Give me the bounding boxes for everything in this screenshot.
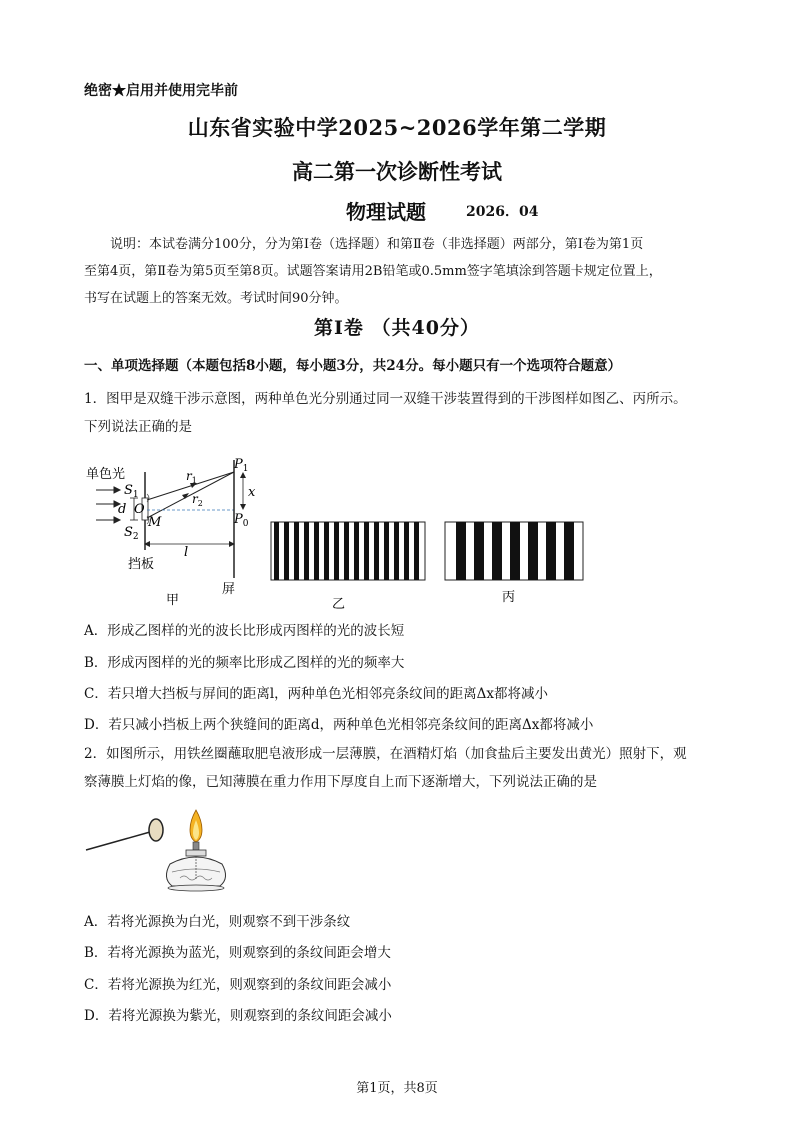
soap-film-lamp-diagram xyxy=(84,806,244,894)
fringe-bar xyxy=(456,522,466,580)
confidential-label: 绝密★启用并使用完毕前 xyxy=(84,83,238,99)
exam-subject: 物理试题 xyxy=(346,200,426,224)
part-title: 一、单项选择题（本题包括8小题，每小题3分，共24分。每小题只有一个选项符合题意） xyxy=(84,358,622,374)
q2-option-a[interactable]: A．若将光源换为白光，则观察不到干涉条纹 xyxy=(84,914,351,930)
wire-handle xyxy=(86,832,150,850)
exam-school-term: 山东省实验中学2025~2026学年第二学期 xyxy=(187,115,607,140)
o-label: O xyxy=(134,502,145,517)
fringe-bar xyxy=(334,522,339,580)
fringe-bar xyxy=(546,522,556,580)
q1-option-a[interactable]: A．形成乙图样的光的波长比形成丙图样的光的波长短 xyxy=(84,623,405,639)
lamp-wick xyxy=(193,842,199,850)
x-label: x xyxy=(248,485,256,500)
fringe-bar xyxy=(304,522,309,580)
fringe-bar xyxy=(510,522,520,580)
q2-option-c[interactable]: C．若将光源换为红光，则观察到的条纹间距会减小 xyxy=(84,977,392,993)
fringe-bar xyxy=(528,522,538,580)
fringe-bar xyxy=(314,522,319,580)
incoming-light-arrows xyxy=(96,487,120,523)
q2-stem-line-2: 察薄膜上灯焰的像，已知薄膜在重力作用下厚度自上而下逐渐增大，下列说法正确的是 xyxy=(84,774,597,790)
screen-label: 屏 xyxy=(222,582,236,597)
fringe-bar xyxy=(364,522,369,580)
p1-label: $P_1$ xyxy=(234,457,249,474)
fringe-bar xyxy=(344,522,349,580)
q2-option-d[interactable]: D．若将光源换为紫光，则观察到的条纹间距会减小 xyxy=(84,1008,392,1024)
figure-yi-caption: 乙 xyxy=(332,597,346,612)
d-label: d xyxy=(118,502,127,517)
soap-film-ring xyxy=(149,819,163,841)
fringe-bar xyxy=(492,522,502,580)
baffle-label: 挡板 xyxy=(128,557,155,572)
instructions-line-2: 至第4页，第Ⅱ卷为第5页至第8页。试题答案请用2B铅笔或0.5mm签字笔填涂到答题卡规定位置上， xyxy=(84,264,662,279)
double-slit-diagram xyxy=(84,450,264,610)
fringe-bar xyxy=(564,522,574,580)
lamp-flame xyxy=(190,810,202,842)
l-label: l xyxy=(184,545,189,560)
q1-option-d[interactable]: D．若只减小挡板上两个狭缝间的距离d，两种单色光相邻亮条纹间的距离Δx都将减小 xyxy=(84,717,594,733)
q2-option-b[interactable]: B．若将光源换为蓝光，则观察到的条纹间距会增大 xyxy=(84,945,391,961)
r1-label: $r_1$ xyxy=(186,469,197,485)
instructions-line-3: 书写在试题上的答案无效。考试时间90分钟。 xyxy=(84,291,348,306)
p0-label: $P_0$ xyxy=(234,512,249,529)
figure-jia-caption: 甲 xyxy=(166,593,180,608)
fringe-bar xyxy=(274,522,279,580)
fringe-bar xyxy=(414,522,419,580)
q1-option-c[interactable]: C．若只增大挡板与屏间的距离l，两种单色光相邻亮条纹间的距离Δx都将减小 xyxy=(84,686,549,702)
q2-stem-line-1: 2．如图所示，用铁丝圈蘸取肥皂液形成一层薄膜，在酒精灯焰（加食盐后主要发出黄光）照射下，观 xyxy=(84,746,687,762)
fringe-bar xyxy=(384,522,389,580)
figure-bing-caption: 丙 xyxy=(502,590,516,604)
light-label: 单色光 xyxy=(86,467,126,482)
q1-stem-line-2: 下列说法正确的是 xyxy=(84,419,192,435)
fringe-bar xyxy=(324,522,329,580)
q1-option-b[interactable]: B．形成丙图样的光的频率比形成乙图样的光的频率大 xyxy=(84,655,405,671)
section-title: 第Ⅰ卷 （共40分） xyxy=(314,317,480,339)
instructions xyxy=(84,231,724,312)
fringe-bar xyxy=(404,522,409,580)
m-label: M xyxy=(148,515,162,530)
fringe-bar xyxy=(474,522,484,580)
page-footer: 第1页，共8页 xyxy=(356,1081,438,1096)
fringe-bar xyxy=(284,522,289,580)
fringe-bar xyxy=(374,522,379,580)
exam-date: 2026．04 xyxy=(466,204,539,220)
s1-label: $S_1$ xyxy=(124,483,139,500)
fringe-bar xyxy=(354,522,359,580)
q1-stem xyxy=(84,385,724,441)
r2-label: $r_2$ xyxy=(192,492,203,508)
fringe-bar xyxy=(294,522,299,580)
q1-stem-line-1: 1．图甲是双缝干涉示意图，两种单色光分别通过同一双缝干涉装置得到的干涉图样如图乙、丙所示。 xyxy=(84,391,687,407)
exam-name: 高二第一次诊断性考试 xyxy=(292,159,502,184)
instructions-line-1: 说明：本试卷满分100分，分为第Ⅰ卷（选择题）和第Ⅱ卷（非选择题）两部分，第Ⅰ卷为第1页 xyxy=(110,237,644,252)
fringe-pattern-bing xyxy=(444,520,586,604)
q2-stem xyxy=(84,740,724,796)
fringe-pattern-yi xyxy=(270,520,428,612)
s2-label: $S_2$ xyxy=(124,525,139,542)
fringe-bar xyxy=(394,522,399,580)
